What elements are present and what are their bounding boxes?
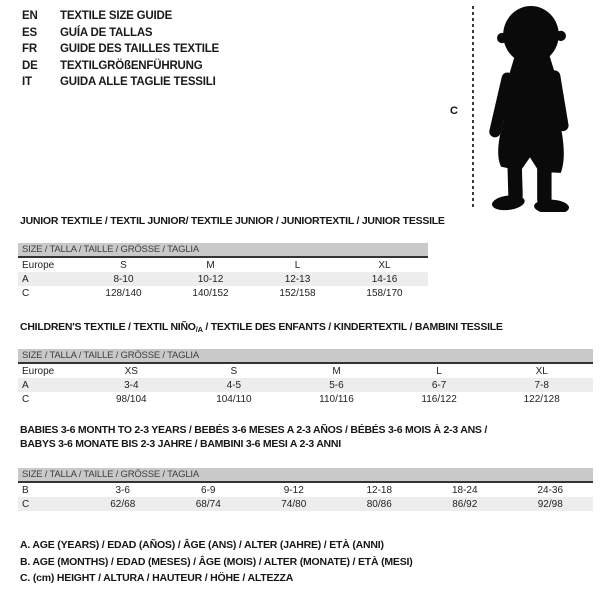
value-cell: 5-6: [329, 379, 344, 391]
value-cell: 62/68: [110, 498, 136, 510]
row-label-cell: C: [22, 393, 30, 405]
toddler-silhouette-icon: [480, 4, 584, 212]
value-cell: 86/92: [452, 498, 478, 510]
value-cell: 122/128: [523, 393, 560, 405]
language-code: DE: [22, 59, 38, 72]
note-age-months: B. AGE (MONTHS) / EDAD (MESES) / ÂGE (MOIS) / ALTER (MONATE) / ETÀ (MESI): [20, 555, 413, 568]
table-row-height: [18, 392, 593, 406]
value-cell: M: [206, 259, 215, 271]
language-title: TEXTILE SIZE GUIDE: [60, 10, 173, 22]
value-cell: XL: [378, 259, 391, 271]
value-cell: 140/152: [192, 287, 229, 299]
value-cell: 3-6: [115, 484, 130, 496]
value-cell: 152/158: [279, 287, 316, 299]
row-label-cell: A: [22, 379, 29, 391]
table-row-height: [18, 286, 428, 300]
size-header-bar: SIZE / TALLA / TAILLE / GRÖSSE / TAGLIA: [18, 243, 428, 258]
table-row-age: [18, 272, 428, 286]
height-measure-dashed-line: [472, 6, 474, 208]
row-label-cell: B: [22, 484, 29, 496]
value-cell: S: [230, 365, 238, 377]
children-title-pre: CHILDREN'S TEXTILE / TEXTIL NIÑO: [20, 321, 196, 333]
value-cell: 14-16: [371, 273, 398, 285]
row-label-cell: Europe: [22, 365, 55, 377]
value-cell: L: [436, 365, 442, 377]
junior-size-table: [18, 243, 428, 300]
value-cell: 104/110: [216, 393, 252, 405]
size-header-bar: SIZE / TALLA / TAILLE / GRÖSSE / TAGLIA: [18, 468, 593, 483]
language-row: [22, 8, 219, 25]
language-title: TEXTILGRÖßENFÜHRUNG: [60, 59, 203, 72]
value-cell: 116/122: [421, 393, 457, 405]
value-cell: L: [294, 259, 301, 271]
value-cell: 4-5: [226, 379, 242, 391]
value-cell: XL: [535, 365, 548, 377]
language-row: [22, 74, 219, 91]
value-cell: 6-7: [431, 379, 447, 391]
value-cell: 92/98: [537, 498, 563, 510]
value-cell: 110/116: [319, 393, 354, 405]
language-code: IT: [22, 76, 32, 88]
row-label-cell: C: [22, 287, 30, 299]
value-cell: 9-12: [283, 484, 304, 496]
legend-notes: [20, 537, 413, 587]
height-measure-figure: [440, 4, 600, 216]
table-row-height: [18, 497, 593, 511]
row-label-cell: C: [22, 498, 30, 510]
junior-section-title: JUNIOR TEXTILE / TEXTIL JUNIOR/ TEXTILE JUNIOR / JUNIORTEXTIL / JUNIOR TESSILE: [20, 215, 445, 227]
language-row: [22, 58, 219, 75]
height-measure-label: C: [450, 105, 458, 117]
children-size-table: [18, 349, 593, 406]
size-header-bar: SIZE / TALLA / TAILLE / GRÖSSE / TAGLIA: [18, 349, 593, 364]
language-title: GUIDE DES TAILLES TEXTILE: [60, 43, 219, 55]
junior-table: [18, 258, 428, 300]
value-cell: S: [120, 259, 127, 271]
language-code: FR: [22, 43, 37, 55]
value-cell: 24-36: [537, 484, 564, 496]
row-label-cell: A: [22, 273, 29, 285]
language-code: ES: [22, 26, 37, 39]
value-cell: XS: [124, 365, 138, 377]
value-cell: 74/80: [281, 498, 307, 510]
value-cell: 10-12: [197, 273, 224, 285]
babies-table: [18, 483, 593, 511]
value-cell: 8-10: [113, 273, 134, 285]
babies-title-line1: BABIES 3-6 MONTH TO 2-3 YEARS / BEBÉS 3-6 MESES A 2-3 AÑOS / BÉBÉS 3-6 MOIS À 2-3 ANS /: [20, 424, 488, 436]
children-title-post: / TEXTILE DES ENFANTS / KINDERTEXTIL / BAMBINI TESSILE: [202, 321, 503, 333]
table-row-age-months: [18, 483, 593, 497]
language-title: GUIDA ALLE TAGLIE TESSILI: [60, 76, 216, 88]
value-cell: 6-9: [201, 484, 216, 496]
babies-section-title: [20, 424, 585, 451]
value-cell: 12-13: [284, 273, 311, 285]
language-guide-block: [22, 8, 219, 91]
children-table: [18, 364, 593, 406]
note-age-years: A. AGE (YEARS) / EDAD (AÑOS) / ÂGE (ANS) / ALTER (JAHRE) / ETÀ (ANNI): [20, 539, 384, 551]
row-label-cell: Europe: [22, 259, 55, 271]
value-cell: 158/170: [366, 287, 403, 299]
value-cell: M: [332, 365, 341, 377]
value-cell: 128/140: [105, 287, 142, 299]
language-row: [22, 41, 219, 58]
value-cell: 3-4: [124, 379, 139, 391]
value-cell: 12-18: [366, 484, 393, 496]
value-cell: 98/104: [116, 393, 147, 405]
table-row-europe: [18, 258, 428, 272]
value-cell: 80/86: [366, 498, 392, 510]
language-row: [22, 25, 219, 42]
value-cell: 68/74: [195, 498, 221, 510]
table-row-europe: [18, 364, 593, 378]
babies-title-line2: BABYS 3-6 MONATE BIS 2-3 JAHRE / BAMBINI 3-6 MESI A 2-3 ANNI: [20, 437, 341, 450]
table-row-age: [18, 378, 593, 392]
language-title: GUÍA DE TALLAS: [60, 26, 153, 39]
note-height-cm: C. (cm) HEIGHT / ALTURA / HAUTEUR / HÖHE / ALTEZZA: [20, 572, 294, 584]
value-cell: 7-8: [534, 379, 549, 391]
value-cell: 18-24: [451, 484, 478, 496]
babies-size-table: [18, 468, 593, 511]
children-title-subscript: /A: [195, 325, 203, 334]
language-code: EN: [22, 10, 38, 22]
children-section-title: [20, 321, 503, 334]
